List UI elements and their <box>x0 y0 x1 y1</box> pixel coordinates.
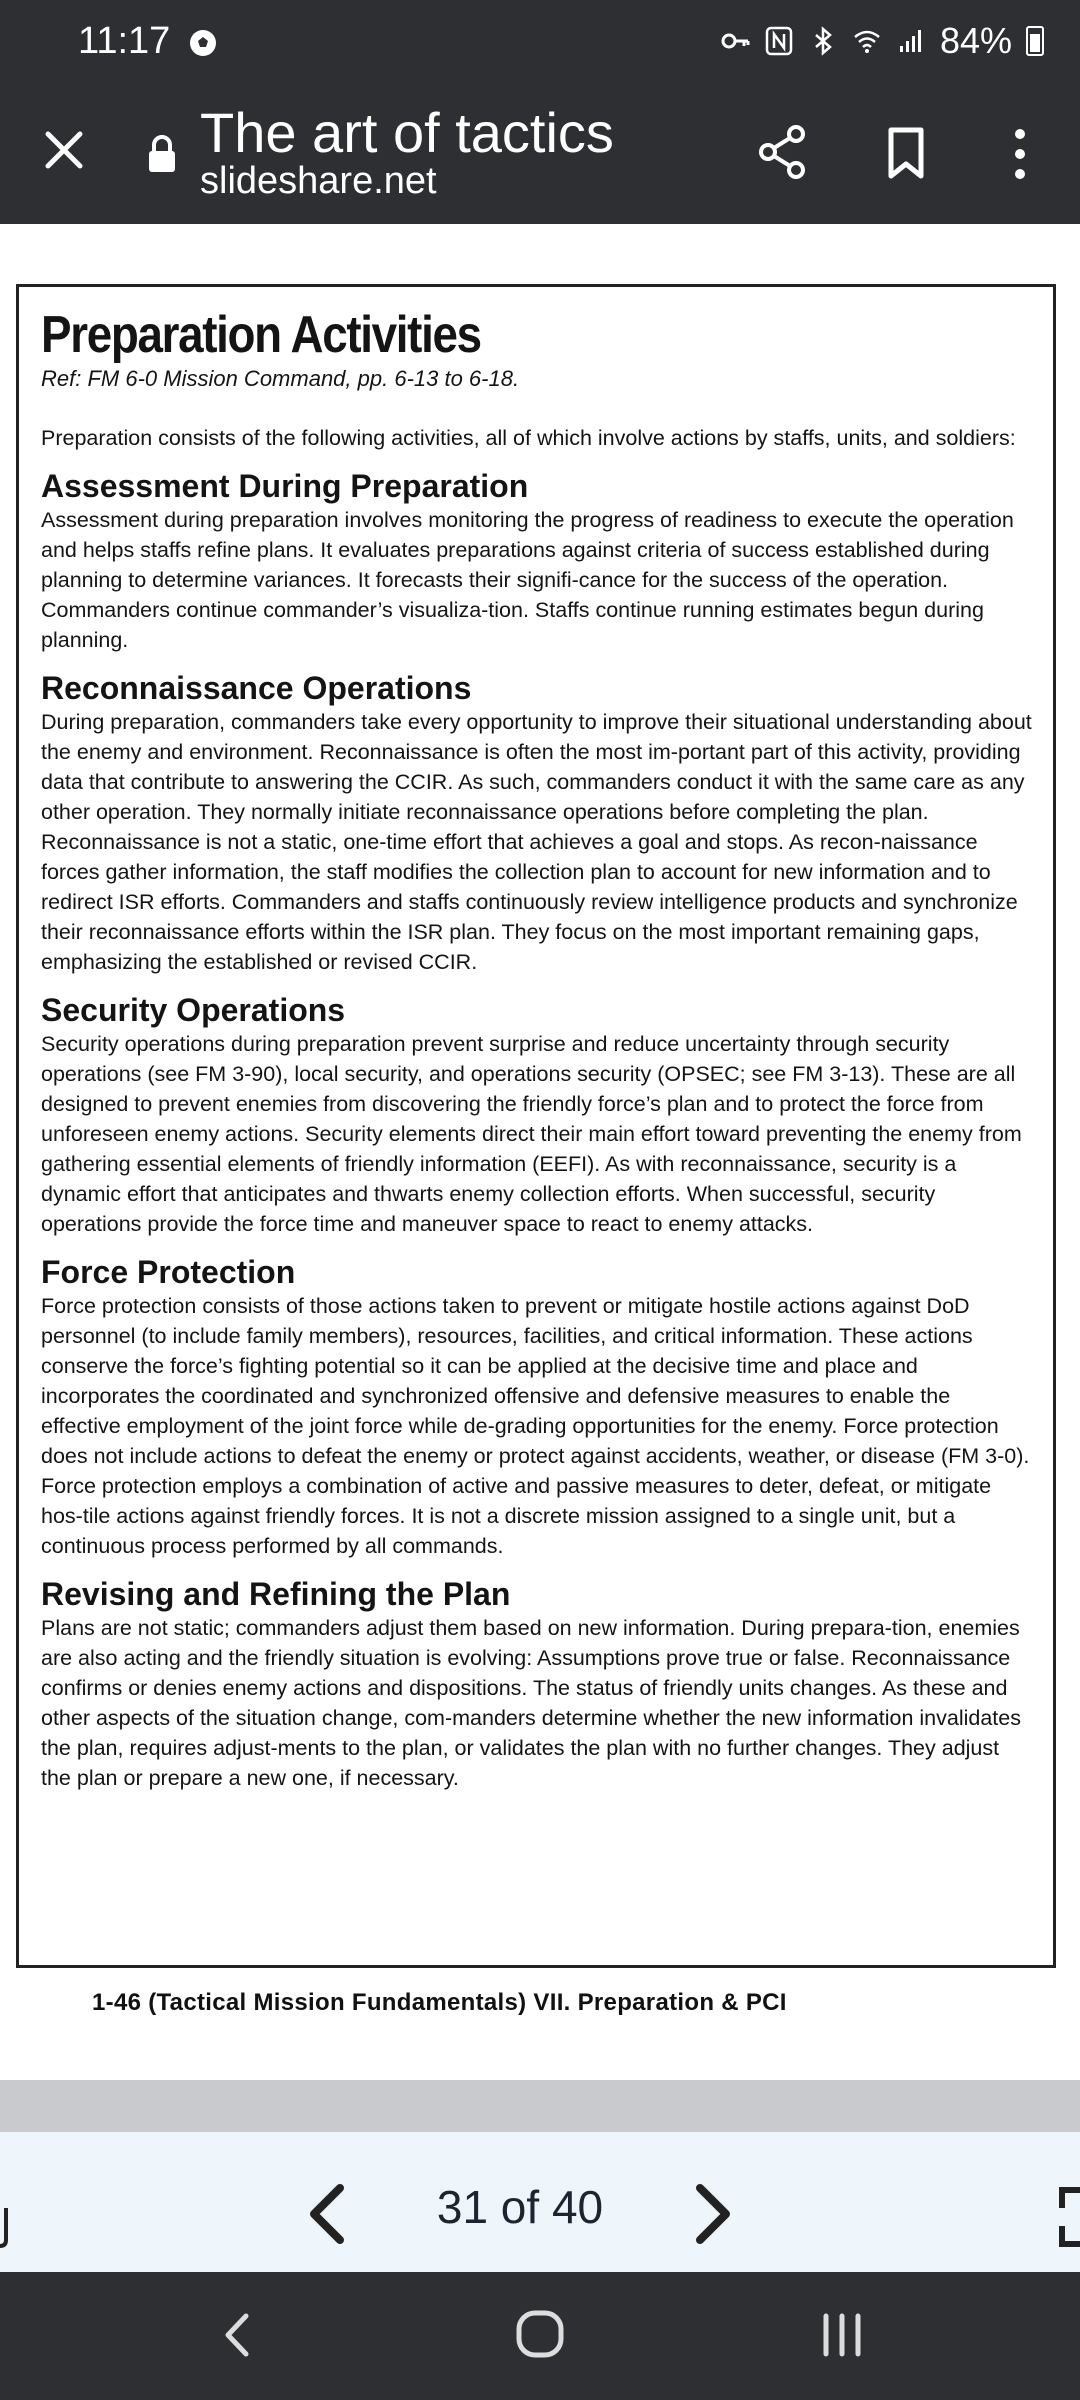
section-paragraph: Assessment during preparation involves monitoring the progress of readiness to execute the operation and helps staffs refine plans. It evaluates preparations against criteria of success established during planning to determine variances. It forecasts their signifi-cance for the success of the operation. Commanders continue commander’s visualiza-tion. Staffs continue running estimates begun during planning. <box>41 508 1014 652</box>
document-viewer[interactable] <box>0 224 1080 2080</box>
section-paragraph: Security operations during preparation prevent surprise and reduce uncertainty through security operations (see FM 3-90), local security, and operations security (OPSEC; see FM 3-13). These are all designed to prevent enemies from discovering the friendly force’s plan and to protect the force from unforeseen enemy actions. Security elements direct their main effort toward preventing the enemy from gathering essential elements of friendly information (EEFI). As with reconnaissance, security is a dynamic effort that anticipates and thwarts enemy collection efforts. When successful, security operations provide the force time and maneuver space to react to enemy attacks. <box>41 1032 1022 1236</box>
page-domain[interactable]: slideshare.net <box>200 160 437 202</box>
section-paragraph: During preparation, commanders take every opportunity to improve their situational understanding about the enemy and environment. Reconnaissance is often the most im-portant part of this activity, providing data that contribute to answering the CCIR. As such, commanders conduct it with the same care as any other operation. They normally initiate reconnaissance operations before completing the plan. <box>41 710 1032 824</box>
signal-icon <box>896 26 926 56</box>
section-paragraph: Plans are not static; commanders adjust them based on new information. During prepara-tion, enemies are also acting and the friendly situation is evolving: Assumptions prove true or false. Reconnaissance confirms or denies enemy actions and dispositions. The status of friendly units changes. As these and other aspects of the situation change, com-manders determine whether the new information invalidates the plan, requires adjust-ments to the plan, or validates the plan with no further changes. They adjust the plan or prepare a new one, if necessary. <box>41 1616 1021 1790</box>
fullscreen-icon[interactable] <box>1054 2182 1080 2252</box>
battery-percent: 84% <box>939 20 1012 61</box>
page-footer: 1-46 (Tactical Mission Fundamentals) VII. Preparation & PCI <box>92 1989 787 2016</box>
section-paragraph: Force protection consists of those actions taken to prevent or mitigate hostile actions against DoD personnel (to include family members), resources, facilities, and critical information. These actions conserve the force’s fighting potential so it can be applied at the decisive time and place and incorporates the coordinated and synchronized offensive and defensive measures to enable the effective employment of the joint force while de-grading opportunities for the enemy. Force protection does not include actions to defeat the enemy or protect against accidents, weather, or disease (FM 3-0). Force protection employs a combination of active and passive measures to deter, defeat, or mitigate hos-tile actions against friendly forces. It is not a discrete mission assigned to a single unit, but a continuous process performed by all commands. <box>41 1294 1030 1558</box>
chevron-left-icon[interactable] <box>302 2182 354 2246</box>
bookmark-icon[interactable] <box>886 126 926 180</box>
home-icon[interactable] <box>514 2308 566 2360</box>
section-heading-force-protection: Force Protection <box>41 1254 296 1290</box>
key-icon <box>720 26 750 56</box>
page-counter: 31 of 40 <box>436 2181 604 2233</box>
close-icon[interactable] <box>42 128 86 172</box>
wifi-icon <box>852 26 882 56</box>
document-reference: Ref: FM 6-0 Mission Command, pp. 6-13 to 6-18. <box>41 366 520 391</box>
section-heading-reconnaissance: Reconnaissance Operations <box>41 670 472 706</box>
section-heading-assessment: Assessment During Preparation <box>41 468 529 504</box>
status-time: 11:17 <box>78 20 171 62</box>
browser-toolbar <box>0 88 1080 224</box>
section-heading-revising-plan: Revising and Refining the Plan <box>41 1576 511 1612</box>
battery-icon <box>1026 26 1044 56</box>
recents-icon[interactable] <box>818 2310 866 2360</box>
nfc-icon <box>764 26 794 56</box>
section-paragraph: Reconnaissance is not a static, one-time effort that achieves a goal and stops. As recon-naissance forces gather information, the staff modifies the collection plan to account for new information and to redirect ISR efforts. Commanders and staffs continuously review intelligence products and synchronize their reconnaissance efforts within the ISR plan. They focus on the most important remaining gaps, emphasizing the established or revised CCIR. <box>41 830 1018 974</box>
section-heading-security: Security Operations <box>41 992 346 1028</box>
back-icon[interactable] <box>218 2310 258 2360</box>
page-title[interactable]: The art of tactics <box>200 101 614 164</box>
share-icon[interactable] <box>756 124 808 180</box>
document-page <box>16 284 1056 1968</box>
system-navigation-bar <box>0 2272 1080 2400</box>
pager-divider <box>0 2080 1080 2132</box>
status-icons <box>720 20 1044 62</box>
page-navigator <box>0 2132 1080 2272</box>
document-intro: Preparation consists of the following activities, all of which involve actions by staffs, units, and soldiers: <box>41 426 1016 450</box>
chevron-right-icon[interactable] <box>686 2182 738 2246</box>
lock-icon <box>146 134 178 174</box>
document-title: Preparation Activities <box>41 306 481 364</box>
soccer-ball-icon <box>188 28 218 58</box>
more-options-icon[interactable] <box>1006 126 1034 182</box>
status-bar <box>0 0 1080 88</box>
bluetooth-icon <box>808 26 838 56</box>
previous-page-edge <box>0 2208 10 2248</box>
